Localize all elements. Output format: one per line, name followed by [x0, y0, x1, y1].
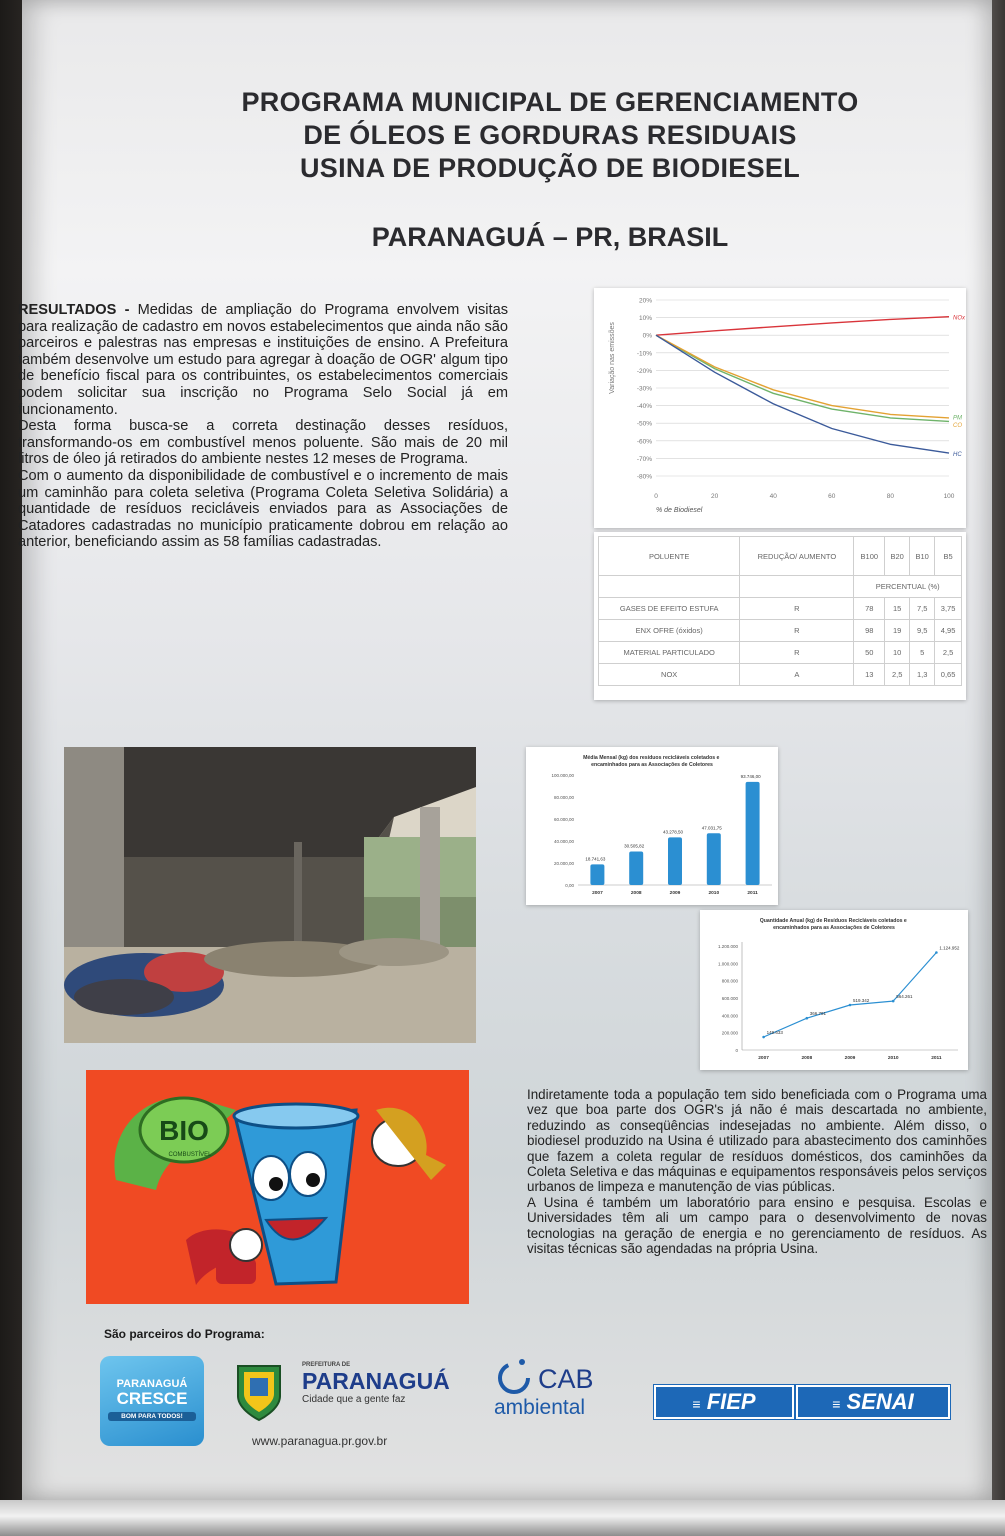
y-tick-label: 600.000 [721, 996, 738, 1001]
results-paragraph-3: Com o aumento da disponibilidade de combustível e o incremento de mais um caminhão para coleta seletiva (Programa Coleta Seletiva Solidária) a quantidade de resíduos recicláveis enviados para as Associações de Catadores cadastradas no município praticamente dobrou em relação ao anterior, beneficiando assim as 58 famílias cadastradas. [18, 467, 508, 551]
data-label: 149.633 [766, 1030, 783, 1036]
table-header-row [599, 537, 962, 576]
title-line-3: USINA DE PRODUÇÃO DE BIODIESEL [299, 153, 801, 183]
x-tick-label: 2008 [630, 891, 642, 896]
data-label: 564.261 [896, 994, 913, 1000]
y-tick-label: 1.200.000 [717, 944, 738, 949]
y-tick-label: -30% [636, 385, 652, 393]
y-tick-label: 400.000 [721, 1013, 738, 1019]
series-line-nox [656, 317, 949, 336]
table-cell: 98 [854, 620, 885, 642]
biofuel-mascot-artwork [86, 1070, 469, 1304]
senai-label: SENAI [846, 1389, 914, 1414]
series-line-pm [656, 335, 949, 421]
x-tick-label: 2007 [592, 891, 603, 896]
senai-logo [796, 1385, 950, 1419]
data-label: 30.505,82 [624, 843, 645, 849]
y-tick-label: 0% [642, 332, 652, 340]
point [849, 1004, 852, 1007]
poster-subtitle: PARANAGUÁ – PR, BRASIL [371, 222, 729, 252]
y-tick-label: -50% [636, 420, 652, 428]
table-row [599, 620, 962, 642]
prefeitura-paranagua-logo [302, 1362, 462, 1405]
data-label: 93.746,00 [740, 773, 761, 779]
y-tick-label: 800.000 [721, 978, 738, 984]
annual-line-chart-card [700, 910, 968, 1070]
cab-name: CAB [538, 1364, 594, 1394]
benefits-text [527, 1087, 987, 1256]
bar [590, 864, 604, 885]
results-lead: RESULTADOS - [18, 302, 130, 318]
data-label: 1.124.952 [939, 945, 960, 951]
data-label: 519.342 [853, 997, 870, 1003]
y-tick-label: 20% [638, 297, 652, 305]
benefits-paragraph-2: A Usina é também um laboratório para ensino e pesquisa. Escolas e Universidades têm ali um campo para o desenvolvimento de novas tecnologias na geração de energia e no gerenciamento de resíduos. As visitas técnicas são agendadas na própria Usina. [527, 1194, 987, 1257]
prefeitura-name: PARANAGUÁ [302, 1368, 450, 1394]
point [762, 1036, 765, 1039]
bar [629, 851, 643, 885]
table-cell: 10 [885, 642, 910, 664]
results-paragraph-1: Medidas de ampliação do Programa envolvem visitas para realização de cadastro em novos estabelecimentos que ainda não são parceiros e palestras nas empresas e instituições de ensino. A Prefeitura também desenvolve um estudo para agregar à doação de OGR' algum tipo de benefício fiscal para os contribuintes, os estabelecimentos comerciais podem solicitar sua inscrição no Programa Selo Social já em funcionamento. [18, 302, 509, 418]
table-cell: GASES DE EFEITO ESTUFA [599, 598, 740, 620]
partners-label: São parceiros do Programa: [104, 1327, 265, 1341]
cresce-line-3: BOM PARA TODOS! [108, 1412, 196, 1421]
table-cell: 2,5 [935, 642, 962, 664]
table-cell: 9,5 [910, 620, 935, 642]
table-cell: R [740, 620, 854, 642]
fiep-icon: ≡ [692, 1396, 701, 1412]
senai-icon: ≡ [832, 1396, 841, 1412]
table-cell: 3,75 [935, 598, 962, 620]
bar-chart-title: Média Mensal (kg) dos resíduos recicláveis coletados e encaminhados para as Associações de Coletores [583, 755, 720, 768]
cab-sub: ambiental [494, 1396, 586, 1419]
bar [746, 782, 760, 885]
warehouse-illustration [64, 747, 476, 1043]
y-tick-label: -80% [636, 473, 652, 481]
series-label: CO [953, 422, 962, 429]
emissions-table [598, 536, 962, 686]
table-cell: 2,5 [885, 664, 910, 686]
x-tick-label: 80 [886, 493, 895, 500]
data-label: 47.031,75 [701, 825, 722, 831]
emissions-xlabel: % de Biodiesel [656, 507, 703, 514]
emissions-table-card [594, 532, 966, 700]
table-row [599, 598, 962, 620]
series-label: PM [953, 415, 962, 422]
point [935, 951, 938, 954]
y-tick-label: 0,00 [565, 883, 574, 888]
y-tick-label: 100.000,00 [551, 773, 574, 778]
table-row [599, 664, 962, 686]
series-label: NOx [953, 315, 965, 322]
y-tick-label: -70% [636, 455, 652, 463]
x-tick-label: 2009 [844, 1056, 856, 1061]
table-header: B5 [935, 537, 962, 576]
table-cell: 13 [854, 664, 885, 686]
cab-ambiental-logo [494, 1350, 624, 1424]
cresce-line-1: PARANAGUÁ [116, 1378, 188, 1390]
table-cell: R [740, 598, 854, 620]
x-tick-label: 60 [828, 493, 836, 500]
table-cell: 50 [854, 642, 885, 664]
table-cell: 78 [854, 598, 885, 620]
table-cell: 7,5 [910, 598, 935, 620]
prefeitura-small-label: PREFEITURA DE [302, 1362, 351, 1368]
table-header: REDUÇÃO/ AUMENTO [740, 537, 854, 576]
table-cell: 15 [885, 598, 910, 620]
y-tick-label: 1.000.000 [717, 961, 738, 967]
x-tick-label: 2011 [747, 891, 758, 896]
table-header: B10 [910, 537, 935, 576]
y-tick-label: -10% [636, 350, 652, 358]
x-tick-label: 0 [654, 493, 658, 500]
emissions-chart-card [594, 288, 966, 528]
x-tick-label: 40 [769, 493, 777, 500]
y-tick-label: 20.000,00 [553, 861, 574, 866]
banner-bottom-rod [0, 1500, 1005, 1536]
table-cell: NOX [599, 664, 740, 686]
data-label: 366.791 [809, 1011, 827, 1017]
table-cell: 1,3 [910, 664, 935, 686]
x-tick-label: 2011 [931, 1056, 942, 1061]
annual-chart-title: Quantidade Anual (kg) de Resíduos Recicláveis coletados e encaminhados para as Associações de Coletores [759, 918, 907, 931]
point [892, 1000, 895, 1003]
table-cell: A [740, 664, 854, 686]
bio-sub-label: COMBUSTÍVEL [168, 1152, 212, 1158]
table-row [599, 642, 962, 664]
table-subheader-row [599, 576, 962, 598]
table-cell: 0,65 [935, 664, 962, 686]
y-tick-label: 200.000 [721, 1030, 738, 1036]
table-header: B100 [854, 537, 885, 576]
data-label: 18.741,63 [585, 856, 606, 862]
y-tick-label: -20% [636, 367, 652, 375]
fiep-label: FIEP [706, 1389, 756, 1414]
y-tick-label: 0 [735, 1048, 738, 1053]
y-tick-label: 40.000,00 [553, 839, 574, 844]
x-tick-label: 20 [710, 493, 719, 500]
table-cell: ENX OFRE (óxidos) [599, 620, 740, 642]
title-line-2: DE ÓLEOS E GORDURAS RESIDUAIS [303, 120, 797, 150]
y-tick-label: 80.000,00 [553, 795, 574, 800]
point [806, 1017, 809, 1020]
table-subheader: PERCENTUAL (%) [854, 576, 962, 598]
x-tick-label: 100 [943, 493, 955, 500]
paranagua-cresce-logo [100, 1356, 204, 1446]
results-paragraph-2: Desta forma busca-se a correta destinação desses resíduos, transformando-os em combustível menos poluente. São mais de 20 mil litros de óleo já retirados do ambiente nestes 12 meses de Programa. [18, 418, 508, 468]
x-tick-label: 2010 [708, 891, 720, 896]
warehouse-photo [64, 747, 476, 1043]
bar [707, 833, 721, 885]
y-tick-label: 60.000,00 [553, 817, 574, 822]
title-line-1: PROGRAMA MUNICIPAL DE GERENCIAMENTO [241, 87, 859, 117]
series-label: HC [953, 452, 962, 459]
table-header: POLUENTE [599, 537, 740, 576]
table-cell: MATERIAL PARTICULADO [599, 642, 740, 664]
data-label: 43.278,50 [662, 829, 684, 835]
bio-label: BIO [159, 1115, 209, 1146]
x-tick-label: 2009 [669, 891, 681, 896]
x-tick-label: 2010 [887, 1056, 899, 1061]
x-tick-label: 2007 [758, 1056, 769, 1061]
x-tick-label: 2008 [801, 1056, 813, 1061]
emissions-line-chart [594, 288, 966, 528]
y-tick-label: 10% [638, 315, 652, 323]
emissions-ylabel: Variação nas emissões [609, 322, 616, 394]
y-tick-label: -40% [636, 403, 652, 411]
table-header: B20 [885, 537, 910, 576]
website-link[interactable]: www.paranagua.pr.gov.br [252, 1434, 388, 1448]
paranagua-coat-of-arms-icon [232, 1360, 286, 1422]
table-cell: R [740, 642, 854, 664]
y-tick-label: -60% [636, 438, 652, 446]
table-cell: 4,95 [935, 620, 962, 642]
benefits-paragraph-1: Indiretamente toda a população tem sido beneficiada com o Programa uma vez que boa parte dos OGR's já não é mais descartada no ambiente, reduzindo as conseqüências indesejadas no ambiente. Além disso, o biodiesel produzido na Usina é utilizado para abastecimento dos caminhões que fazem a coleta regular de resíduos domésticos, dos caminhões da Coleta Seletiva e das máquinas e equipamentos responsáveis pelos serviços urbanos de limpeza e manutenção de vias públicas. [527, 1087, 987, 1195]
biofuel-mascot-illustration [86, 1070, 469, 1304]
monthly-bar-chart [526, 747, 778, 905]
cresce-line-2: CRESCE [116, 1389, 188, 1408]
bar [668, 837, 682, 885]
results-text [18, 302, 508, 551]
monthly-bar-chart-card [526, 747, 778, 905]
prefeitura-slogan: Cidade que a gente faz [302, 1394, 406, 1405]
table-cell: 19 [885, 620, 910, 642]
table-cell: 5 [910, 642, 935, 664]
fiep-logo [654, 1385, 794, 1419]
annual-line-chart [700, 910, 968, 1070]
